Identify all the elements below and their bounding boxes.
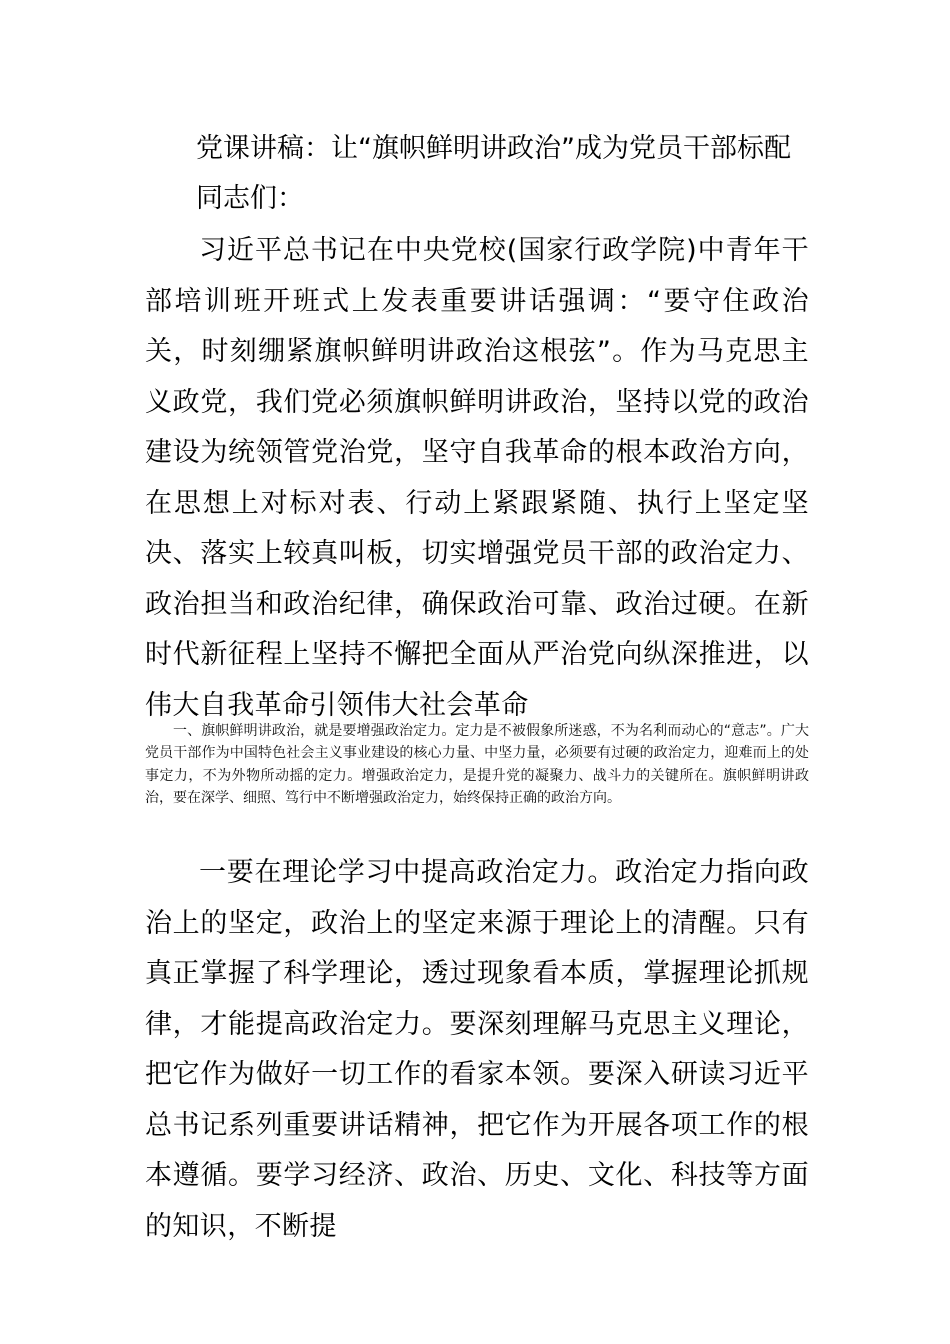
intro-paragraph: 习近平总书记在中央党校(国家行政学院)中青年干部培训班开班式上发表重要讲话强调：“要守住政治关，时刻绷紧旗帜鲜明讲政治这根弦”。作为马克思主义政党，我们党必须旗帜鲜明讲政治，坚持以党的政治建设为统领管党治党，坚守自我革命的根本政治方向，在思想上对标对表、行动上紧跟紧随、执行上坚定坚决、落实上较真叫板，切实增强党员干部的政治定力、政治担当和政治纪律，确保政治可靠、政治过硬。在新时代新征程上坚持不懈把全面从严治党向纵深推进，以伟大自我革命引领伟大社会革命 [145, 235, 809, 721]
document-title: 党课讲稿：让“旗帜鲜明讲政治”成为党员干部标配 [196, 133, 791, 164]
salutation: 同志们： [196, 183, 304, 214]
section-one-lead-paragraph: 一、旗帜鲜明讲政治，就是要增强政治定力。定力是不被假象所迷惑，不为名利而动心的“意志”。广大党员干部作为中国特色社会主义事业建设的核心力量、中坚力量，必须要有过硬的政治定力，迎难而上的处事定力，不为外物所动摇的定力。增强政治定力，是提升党的凝聚力、战斗力的关键所在。旗帜鲜明讲政治，要在深学、细照、笃行中不断增强政治定力，始终保持正确的政治方向。 [145, 723, 809, 807]
section-one-paragraph: 一要在理论学习中提高政治定力。政治定力指向政治上的坚定，政治上的坚定来源于理论上的清醒。只有真正掌握了科学理论，透过现象看本质，掌握理论抓规律，才能提高政治定力。要深刻理解马克思主义理论，把它作为做好一切工作的看家本领。要深入研读习近平总书记系列重要讲话精神，把它作为开展各项工作的根本遵循。要学习经济、政治、历史、文化、科技等方面的知识，不断提 [145, 857, 809, 1242]
